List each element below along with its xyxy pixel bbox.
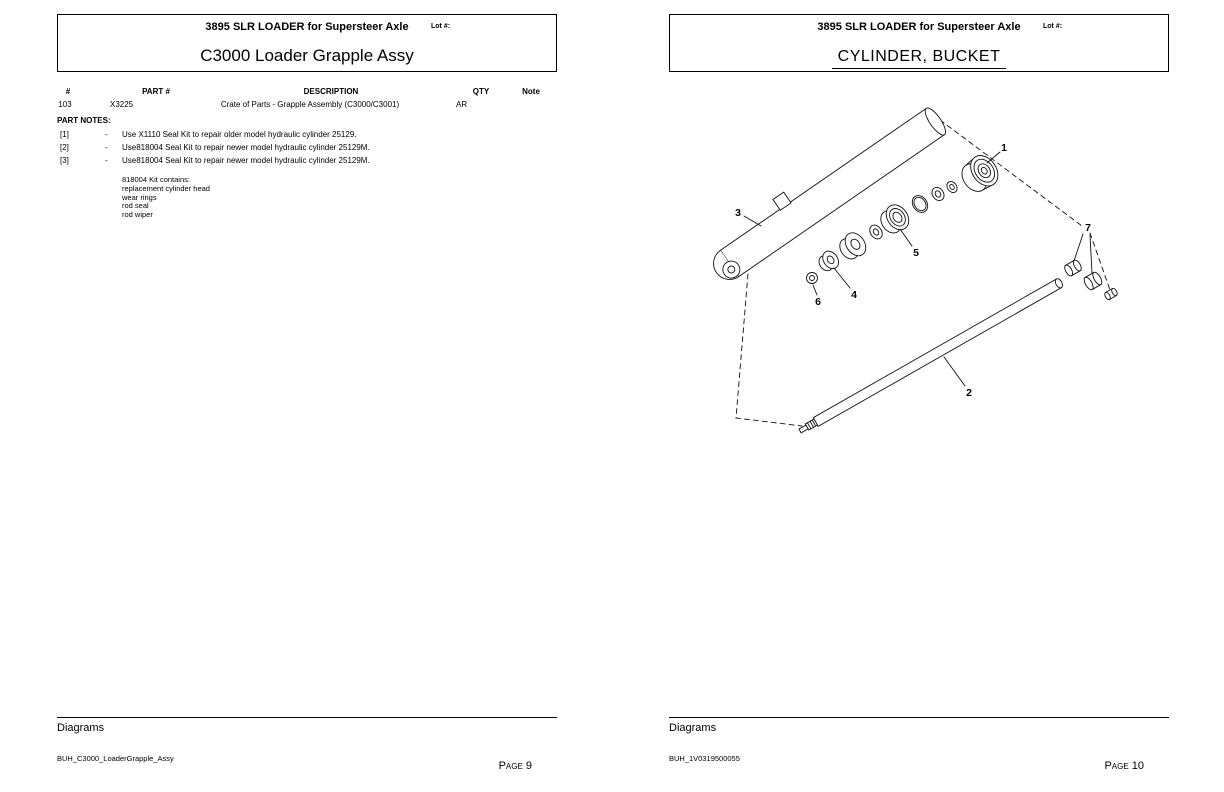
col-header-part: PART # [142,87,170,96]
callout-5: 5 [913,247,919,259]
kit-item: replacement cylinder head [122,183,210,193]
part-piston [835,229,870,264]
page-word: Page [1104,760,1129,772]
col-header-note: Note [522,87,540,96]
footer-divider [57,717,557,718]
footer-divider [669,717,1169,718]
callout-3: 3 [735,207,741,219]
kit-item: rod seal [122,201,149,211]
part-note-1 [60,130,357,139]
footer-section-label: Diagrams [57,722,105,734]
product-title: 3895 SLR LOADER for Supersteer Axle [817,21,1021,33]
cell-part-number: X3225 [110,100,134,109]
header-box [669,14,1169,72]
part-bushing [1082,271,1103,291]
callout-7: 7 [1085,222,1091,234]
part-bushing [1063,259,1083,277]
kit-item: wear rings [122,192,157,202]
alignment-dashed-lines [736,120,1110,426]
part-note-3 [60,156,370,165]
part-seal-ring [945,179,959,194]
note-text: Use818004 Seal Kit to repair newer model hydraulic cylinder 25129M. [122,143,370,152]
page-word: Page [498,760,523,772]
cylinder-exploded-diagram [692,100,1132,460]
col-header-description: DESCRIPTION [303,87,359,96]
note-ref: [2] [60,143,69,152]
part-piston-rod [798,277,1064,435]
part-o-ring [909,193,931,216]
page-number [1032,760,1144,772]
page-title [670,48,1168,69]
page-number [420,760,532,772]
cell-qty: AR [456,100,468,109]
part-washer [815,248,841,274]
part-note-2 [60,143,370,152]
callout-leader-lines [744,152,1092,386]
lot-number-label: Lot #: [1043,23,1063,30]
callout-6: 6 [815,296,821,308]
note-text: Use818004 Seal Kit to repair newer model hydraulic cylinder 25129M. [122,156,370,165]
footer-section-label: Diagrams [669,722,717,734]
callout-2: 2 [966,387,972,399]
page-number-value: 10 [1131,760,1144,772]
note-ref: [3] [60,156,69,165]
part-seal-ring [929,185,946,203]
manual-page-10 [612,0,1224,792]
page-title-text: CYLINDER, BUCKET [832,48,1007,69]
document-id: BUH_C3000_LoaderGrapple_Assy [57,754,174,763]
callout-4: 4 [851,289,857,301]
product-title: 3895 SLR LOADER for Supersteer Axle [205,21,409,33]
document-id: BUH_1V0319500055 [669,754,740,763]
note-text: Use X1110 Seal Kit to repair older model hydraulic cylinder 25129. [122,130,357,139]
part-notes-heading: PART NOTES: [57,116,111,125]
col-header-num: # [65,87,71,96]
cell-description: Crate of Parts - Grapple Assembly (C3000/C3001) [220,100,400,109]
col-header-qty: QTY [472,87,490,96]
note-dash: - [105,156,108,165]
kit-contents [122,176,210,220]
note-dash: - [105,143,108,152]
header-box [57,14,557,72]
page-number-value: 9 [525,760,532,772]
part-nut [807,273,818,284]
callout-1: 1 [1001,142,1007,154]
page-title: C3000 Loader Grapple Assy [200,46,414,65]
part-cylinder-head [956,150,1004,197]
note-ref: [1] [60,130,69,139]
cell-item-number: 103 [58,100,72,109]
part-pin [1104,287,1119,300]
lot-number-label: Lot #: [431,23,451,30]
kit-item: rod wiper [122,210,153,220]
kit-title: 818004 Kit contains: [122,175,190,184]
note-dash: - [105,130,108,139]
